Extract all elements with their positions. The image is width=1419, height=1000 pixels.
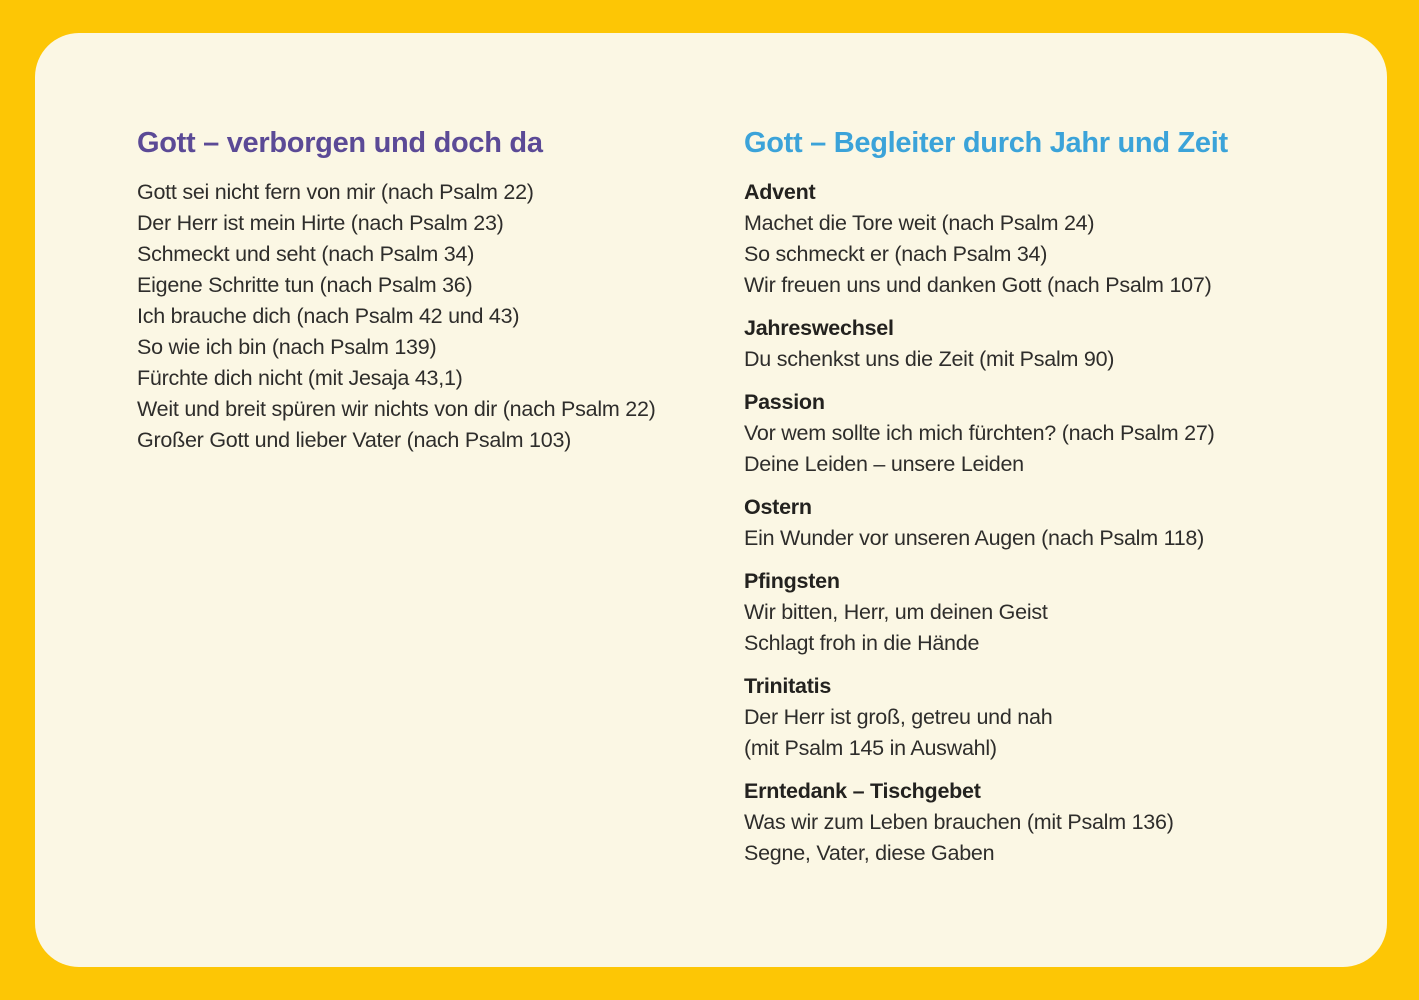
toc-entry: Der Herr ist groß, getreu und nah xyxy=(744,705,1053,729)
toc-entry: Segne, Vater, diese Gaben xyxy=(744,841,995,865)
content-card xyxy=(35,33,1387,967)
toc-entry: So wie ich bin (nach Psalm 139) xyxy=(137,335,437,359)
toc-section-header: Passion xyxy=(744,390,825,414)
toc-section-header: Pfingsten xyxy=(744,569,840,593)
toc-section xyxy=(744,313,1344,375)
toc-entry: Großer Gott und lieber Vater (nach Psalm 103) xyxy=(137,428,572,452)
toc-entry: Eigene Schritte tun (nach Psalm 36) xyxy=(137,273,473,297)
toc-section xyxy=(744,776,1344,869)
toc-section xyxy=(744,671,1344,764)
toc-entry: Vor wem sollte ich mich fürchten? (nach Psalm 27) xyxy=(744,421,1215,445)
toc-entry: (mit Psalm 145 in Auswahl) xyxy=(744,736,997,760)
toc-entry: Fürchte dich nicht (mit Jesaja 43,1) xyxy=(137,366,463,390)
right-column-title: Gott – Begleiter durch Jahr und Zeit xyxy=(744,127,1228,159)
toc-entry: Machet die Tore weit (nach Psalm 24) xyxy=(744,211,1095,235)
toc-entry: Was wir zum Leben brauchen (mit Psalm 136) xyxy=(744,810,1174,834)
toc-entry: Du schenkst uns die Zeit (mit Psalm 90) xyxy=(744,347,1115,371)
toc-section xyxy=(744,566,1344,659)
toc-section-header: Trinitatis xyxy=(744,674,832,698)
toc-entry: Der Herr ist mein Hirte (nach Psalm 23) xyxy=(137,211,504,235)
toc-section-header: Erntedank – Tischgebet xyxy=(744,779,981,803)
toc-entry: So schmeckt er (nach Psalm 34) xyxy=(744,242,1048,266)
toc-entry: Wir bitten, Herr, um deinen Geist xyxy=(744,600,1048,624)
right-column xyxy=(744,127,1344,869)
left-column-title: Gott – verborgen und doch da xyxy=(137,127,543,159)
toc-section-header: Advent xyxy=(744,180,816,204)
toc-section xyxy=(744,177,1344,301)
toc-section xyxy=(744,492,1344,554)
toc-section-header: Ostern xyxy=(744,495,812,519)
toc-entry: Ein Wunder vor unseren Augen (nach Psalm 118) xyxy=(744,526,1205,550)
toc-entry: Deine Leiden – unsere Leiden xyxy=(744,452,1024,476)
toc-entry: Schlagt froh in die Hände xyxy=(744,631,980,655)
toc-entry: Weit und breit spüren wir nichts von dir (nach Psalm 22) xyxy=(137,397,656,421)
toc-section-header: Jahreswechsel xyxy=(744,316,894,340)
left-column xyxy=(137,127,717,456)
toc-entry: Wir freuen uns und danken Gott (nach Psalm 107) xyxy=(744,273,1212,297)
toc-entry: Ich brauche dich (nach Psalm 42 und 43) xyxy=(137,304,520,328)
toc-entry: Gott sei nicht fern von mir (nach Psalm 22) xyxy=(137,180,534,204)
toc-section xyxy=(744,387,1344,480)
left-column-list xyxy=(137,177,717,456)
toc-entry: Schmeckt und seht (nach Psalm 34) xyxy=(137,242,475,266)
right-column-sections xyxy=(744,177,1344,869)
